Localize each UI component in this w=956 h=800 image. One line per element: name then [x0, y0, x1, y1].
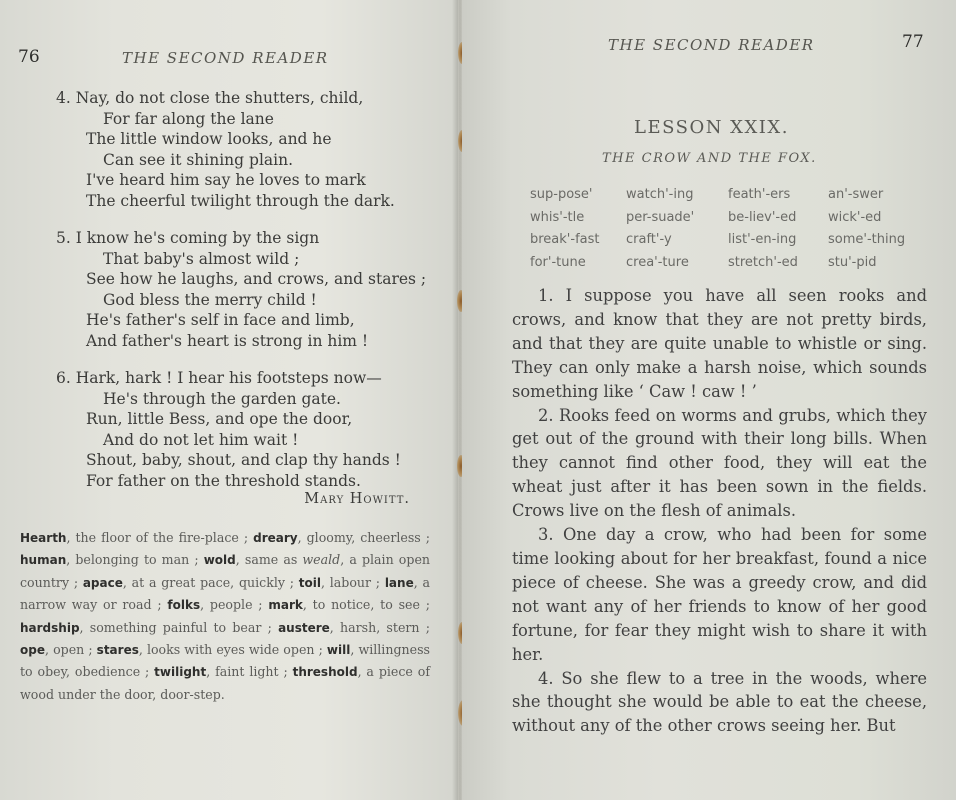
- vocab-word: crea'-ture: [626, 254, 689, 270]
- vocab-word: feath'-ers: [728, 187, 791, 202]
- poem-line: God bless the merry child !: [103, 290, 317, 309]
- vocab-word: per-suade': [626, 209, 695, 225]
- vocab-word: sup-pose': [530, 187, 593, 202]
- poem-line: Run, little Bess, and ope the door,: [86, 410, 353, 429]
- paragraph: 3. One day a crow, who had been for some time looking about for her breakfast, found a nice piece of cheese. She was a greedy crow, and did not want any of her friends to know of her good fortune, for fear they might wish to share it with her.: [512, 525, 927, 664]
- glossary-term: wold: [203, 553, 236, 568]
- glossary-definition: , something painful to bear ;: [79, 619, 279, 635]
- paragraph: 1. I suppose you have all seen rooks and crows, and know that they are not pretty birds, and that they are quite unable to whistle or sing. They can only make a harsh noise, which sounds something like ‘ Caw ! caw ! ’: [512, 286, 927, 401]
- poem-line: He's through the garden gate.: [103, 389, 341, 408]
- glossary-term: toil: [298, 575, 321, 590]
- glossary-definition: , to notice, to see ;: [302, 597, 430, 613]
- glossary-definition: , willingness to obey, obedience ;: [20, 642, 430, 680]
- glossary-term: mark: [268, 598, 303, 613]
- vocab-column: [828, 187, 905, 277]
- poem-line: For far along the lane: [103, 109, 274, 128]
- running-head-right: THE SECOND READER: [608, 36, 815, 54]
- vocab-word: stu'-pid: [828, 254, 877, 270]
- glossary-term: weald: [302, 552, 341, 568]
- glossary-definition: , a plain open country ;: [20, 552, 431, 590]
- glossary-term: lane: [384, 575, 414, 590]
- glossary-definition: , looks with eyes wide open ;: [138, 642, 327, 658]
- glossary-term: Hearth: [20, 531, 67, 545]
- lesson-title: LESSON XXIX.: [634, 117, 789, 138]
- poem-line: I've heard him say he loves to mark: [86, 171, 366, 190]
- running-head-left: THE SECOND READER: [122, 49, 329, 67]
- poem-line: See how he laughs, and crows, and stares ;: [86, 270, 427, 289]
- vocab-word: an'-swer: [828, 187, 884, 202]
- glossary-term: stares: [96, 643, 139, 658]
- glossary-definition: , faint light ;: [206, 664, 293, 680]
- poem-line: 4. Nay, do not close the shutters, child,: [56, 89, 364, 107]
- paragraph: 2. Rooks feed on worms and grubs, which they get out of the ground with their long bills. When they cannot find other food, they will eat the wheat just after it has been sown in the fields. Crows live on the flesh of animals.: [512, 405, 927, 521]
- glossary-definition: , a piece of wood under the door, door-step.: [20, 664, 430, 702]
- vocab-word: stretch'-ed: [728, 254, 798, 270]
- vocab-word: wick'-ed: [828, 209, 882, 225]
- vocab-column: [530, 187, 599, 277]
- stanza-4: [56, 88, 456, 212]
- glossary-definition: , a narrow way or road ;: [20, 574, 430, 613]
- page-number-left: 76: [18, 47, 40, 67]
- vocab-word: whis'-tle: [530, 209, 585, 225]
- glossary-definition: , harsh, stern ;: [329, 619, 430, 635]
- glossary-term: will: [326, 643, 351, 658]
- poem-line: For father on the threshold stands.: [86, 471, 361, 490]
- glossary: [20, 527, 430, 705]
- poem-line: He's father's self in face and limb,: [86, 311, 355, 330]
- glossary-definition: , same as: [235, 552, 303, 568]
- left-page: [0, 0, 458, 800]
- glossary-term: threshold: [292, 665, 358, 680]
- glossary-definition: , labour ;: [320, 574, 385, 590]
- vocab-word: some'-thing: [828, 232, 906, 247]
- vocab-column: [728, 187, 798, 277]
- poem-line: 6. Hark, hark ! I hear his footsteps now—: [56, 369, 382, 387]
- right-page: [462, 0, 956, 800]
- stanza-6: [56, 368, 456, 492]
- vocab-word: watch'-ing: [626, 187, 694, 202]
- poem-line: The little window looks, and he: [86, 130, 332, 149]
- vocab-word: list'-en-ing: [728, 232, 797, 247]
- vocab-column: [626, 187, 694, 277]
- lesson-subtitle: THE CROW AND THE FOX.: [602, 151, 817, 166]
- glossary-term: austere: [278, 620, 330, 635]
- vocab-word: be-liev'-ed: [728, 209, 797, 225]
- glossary-definition: , belonging to man ;: [66, 552, 204, 568]
- poem-line: And do not let him wait !: [103, 430, 299, 449]
- glossary-definition: , people ;: [200, 597, 269, 613]
- glossary-term: twilight: [154, 665, 207, 680]
- poem-line: 5. I know he's coming by the sign: [56, 229, 320, 247]
- lesson-text: [512, 284, 927, 738]
- vocab-word: craft'-y: [626, 232, 672, 247]
- poem-author: Mary Howitt.: [304, 491, 410, 507]
- poem-line: That baby's almost wild ;: [103, 249, 300, 268]
- poem-line: Can see it shining plain.: [103, 150, 294, 169]
- paragraph: 4. So she flew to a tree in the woods, where she thought she would be able to eat the cheese, without any of the other crows seeing her. But: [512, 668, 927, 736]
- vocab-word: break'-fast: [530, 232, 600, 247]
- glossary-definition: , open ;: [44, 642, 97, 658]
- poem-line: And father's heart is strong in him !: [86, 331, 369, 350]
- poem-line: Shout, baby, shout, and clap thy hands !: [86, 451, 401, 470]
- glossary-term: folks: [167, 598, 201, 613]
- glossary-definition: , the floor of the fire-place ;: [66, 530, 254, 545]
- glossary-term: hardship: [20, 620, 80, 635]
- glossary-definition: , gloomy, cheerless ;: [297, 530, 431, 545]
- glossary-term: apace: [82, 575, 123, 590]
- page-number-right: 77: [902, 32, 924, 52]
- glossary-term: human: [20, 553, 67, 568]
- glossary-term: ope: [20, 643, 45, 658]
- vocab-word: for'-tune: [530, 254, 586, 270]
- glossary-definition: , at a great pace, quickly ;: [122, 574, 299, 590]
- stanza-5: [56, 228, 456, 352]
- poem-line: The cheerful twilight through the dark.: [86, 191, 395, 210]
- glossary-term: dreary: [253, 531, 298, 545]
